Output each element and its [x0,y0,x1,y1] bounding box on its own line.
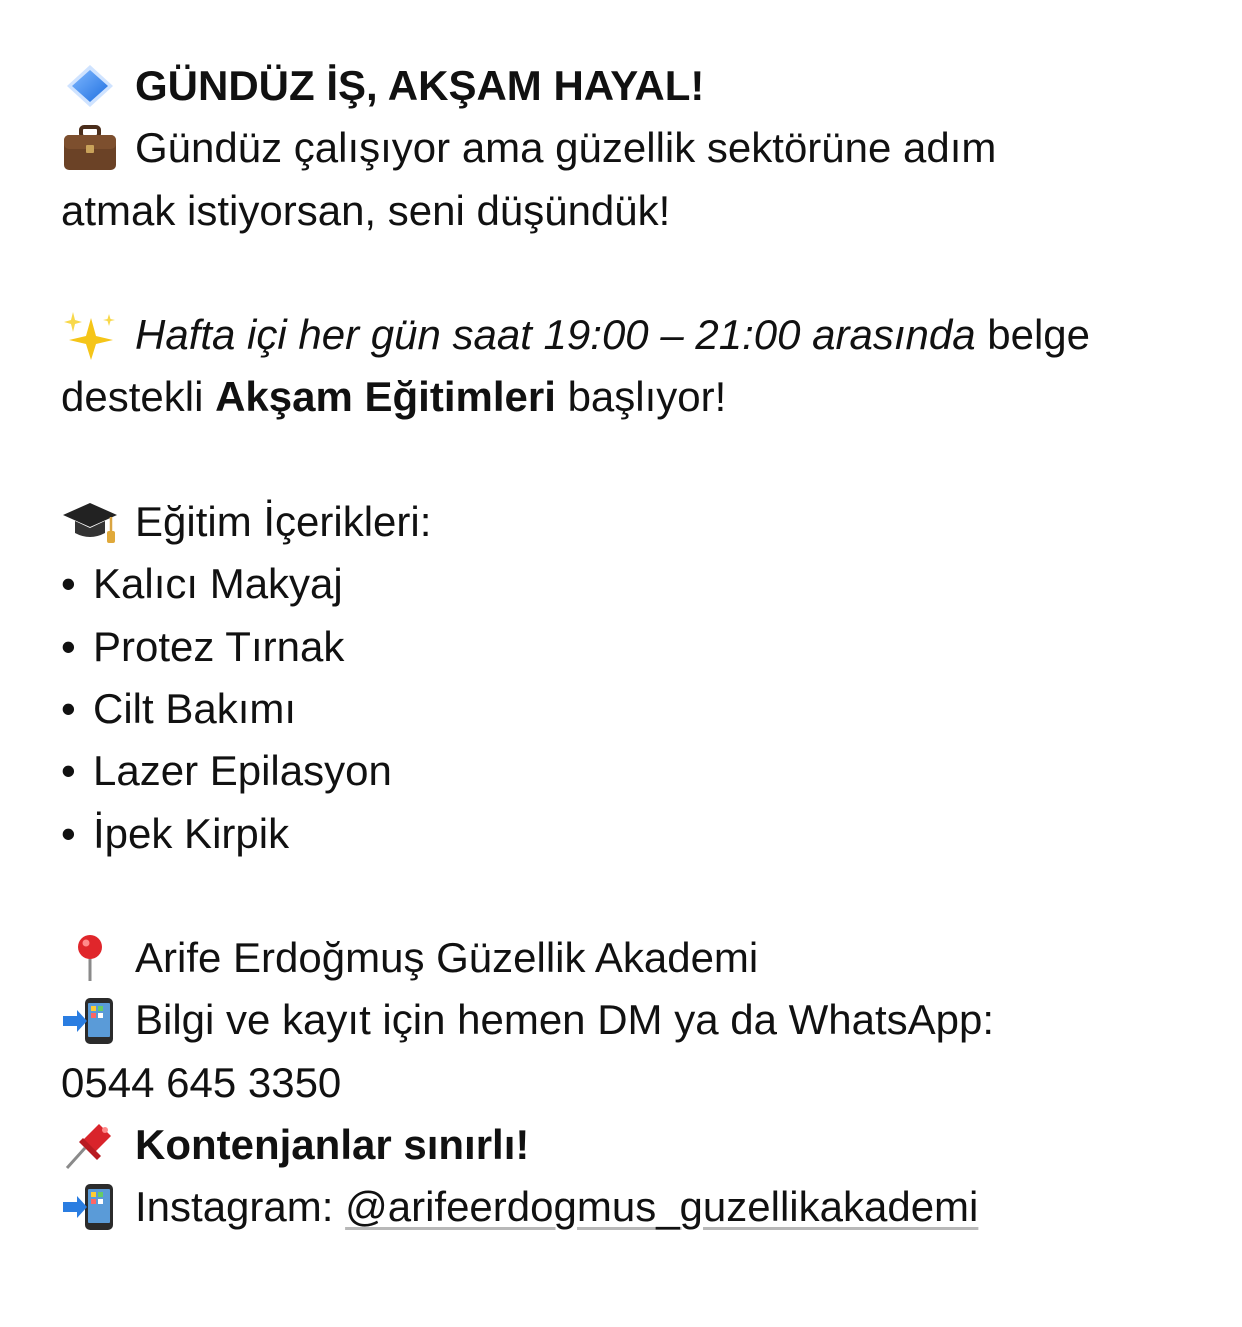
list-item [61,616,1211,678]
limited-text: Kontenjanlar sınırlı! [135,1121,530,1169]
sparkles-icon [61,310,119,360]
schedule-line-2-pre: destekli [61,373,204,421]
contact-text: Bilgi ve kayıt için hemen DM ya da WhatsApp: [135,996,995,1044]
intro-line-2-text: atmak istiyorsan, seni düşündük! [61,186,671,234]
curriculum-title: Eğitim İçerikleri: [135,498,432,546]
phone-line [61,1052,1211,1114]
pushpin-icon [61,1120,119,1170]
phone-number[interactable]: 0544 645 3350 [61,1058,342,1106]
intro-line-1 [61,117,1211,179]
spacer [61,429,1211,491]
schedule-line-2 [61,366,1211,428]
academy-name: Arife Erdoğmuş Güzellik Akademi [135,934,759,982]
course-name: Cilt Bakımı [93,684,297,732]
briefcase-icon [61,123,119,173]
post-body [61,55,1211,1239]
course-name: Protez Tırnak [93,622,345,670]
mobile-phone-arrow-icon [61,996,119,1046]
intro-line-1-text: Gündüz çalışıyor ama güzellik sektörüne adım [135,124,997,172]
schedule-line-2-post: başlıyor! [567,373,727,421]
graduation-cap-icon [61,497,119,547]
instagram-handle-link[interactable]: @arifeerdogmus_guzellikakademi [345,1183,979,1231]
spacer [61,242,1211,304]
mobile-phone-arrow-icon [61,1182,119,1232]
contact-line-1 [61,989,1211,1051]
list-item [61,803,1211,865]
schedule-line-2-bold: Akşam Eğitimleri [215,373,556,421]
list-item [61,553,1211,615]
bullet: • [61,747,76,795]
round-pushpin-icon [61,933,119,983]
bullet: • [61,684,76,732]
schedule-line-1 [61,304,1211,366]
course-name: Kalıcı Makyaj [93,560,343,608]
bullet: • [61,622,76,670]
intro-line-2 [61,180,1211,242]
headline-line [61,55,1211,117]
list-item [61,740,1211,802]
limited-line [61,1114,1211,1176]
blue-diamond-icon [61,61,119,111]
spacer [61,865,1211,927]
headline: GÜNDÜZ İŞ, AKŞAM HAYAL! [135,62,705,109]
instagram-label: Instagram: [135,1183,334,1231]
schedule-rest: belge [987,311,1091,359]
curriculum-title-line [61,491,1211,553]
schedule-time: Hafta içi her gün saat 19:00 – 21:00 arasında [135,311,976,359]
course-name: Lazer Epilasyon [93,747,392,795]
course-name: İpek Kirpik [93,809,290,857]
instagram-line [61,1176,1211,1238]
list-item [61,678,1211,740]
location-line [61,927,1211,989]
bullet: • [61,560,76,608]
bullet: • [61,809,76,857]
